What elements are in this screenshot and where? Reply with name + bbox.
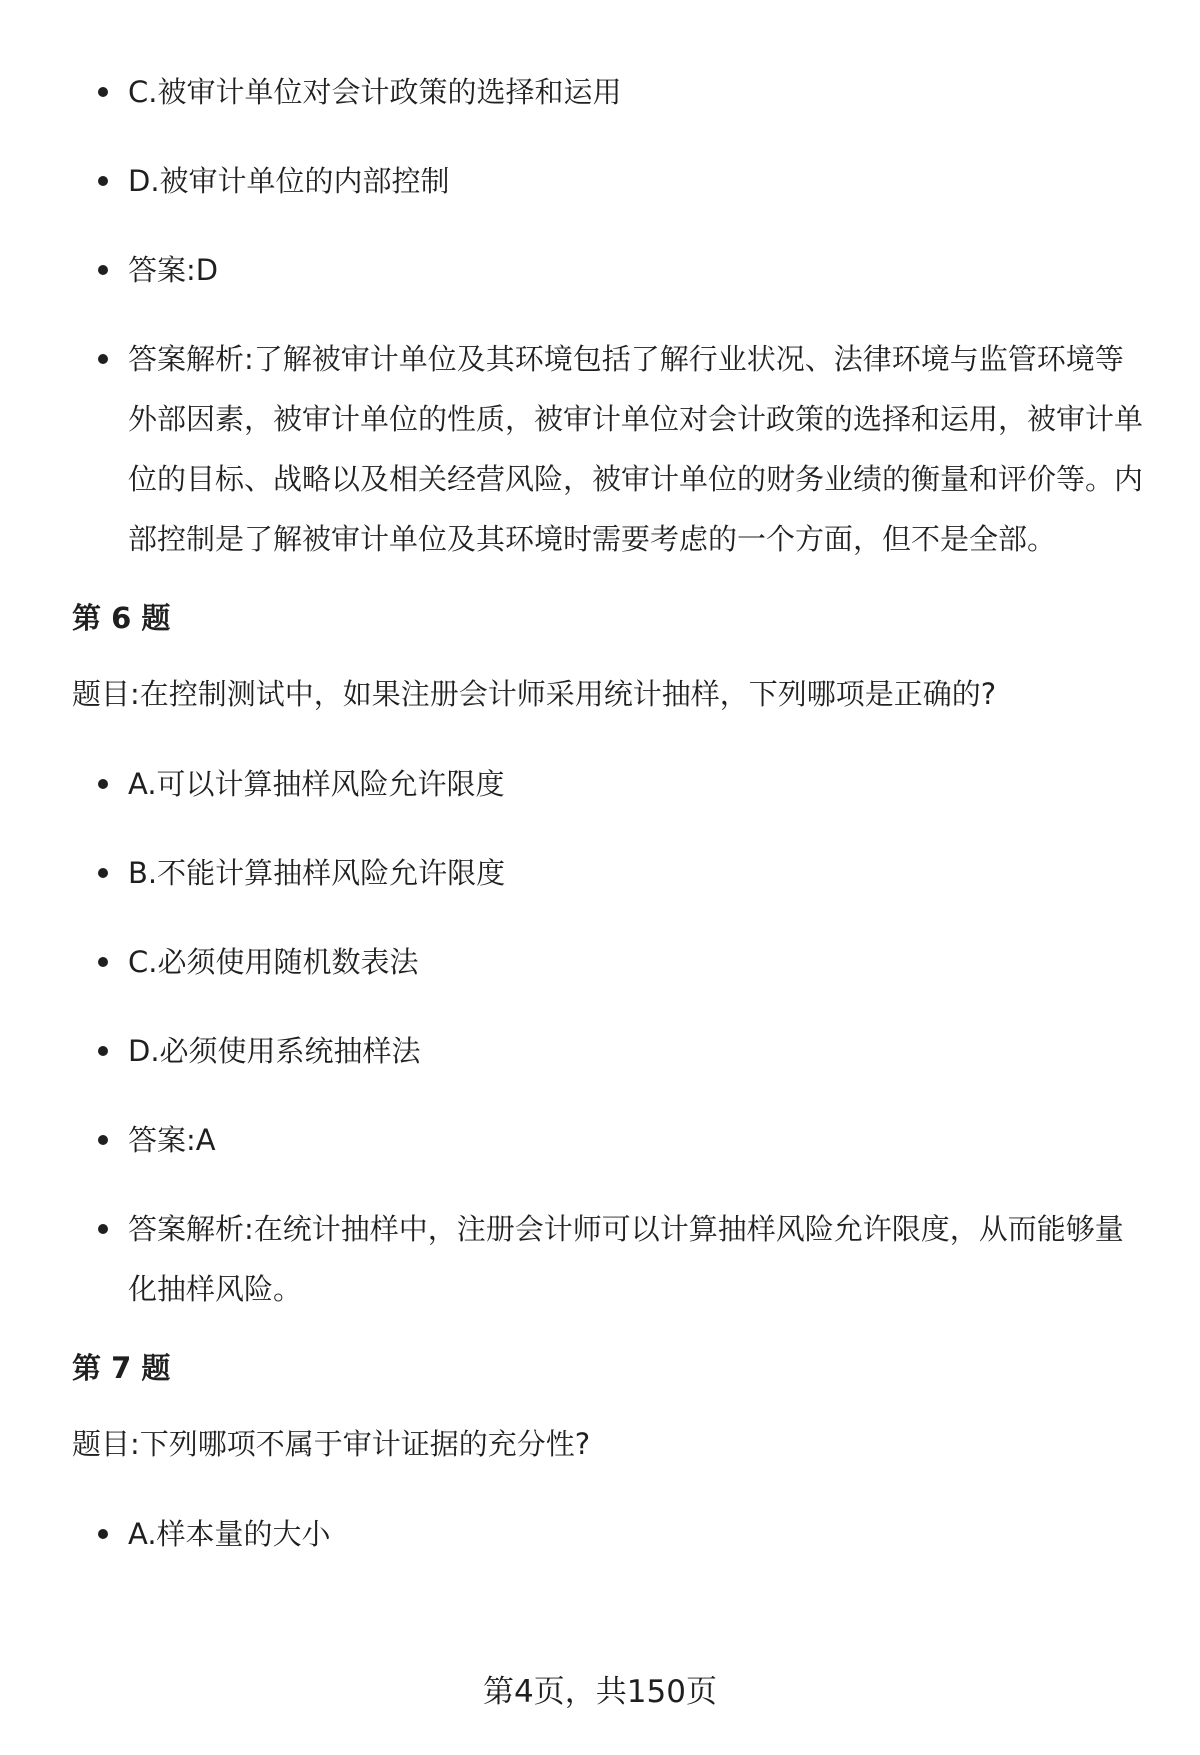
answer-explanation: 答案解析:在统计抽样中，注册会计师可以计算抽样风险允许限度，从而能够量化抽样风险。 xyxy=(72,1199,1152,1319)
option-b: B.不能计算抽样风险允许限度 xyxy=(72,843,1152,903)
answer-explanation: 答案解析:了解被审计单位及其环境包括了解行业状况、法律环境与监管环境等外部因素，被审计单位的性质，被审计单位对会计政策的选择和运用，被审计单位的目标、战略以及相关经营风险，被审计单位的财务业绩的衡量和评价等。内部控制是了解被审计单位及其环境时需要考虑的一个方面，但不是全部。 xyxy=(72,329,1152,569)
question-7-options-list xyxy=(72,1504,1152,1564)
option-c: C.必须使用随机数表法 xyxy=(72,932,1152,992)
question-6-heading: 第 6 题 xyxy=(72,601,171,635)
question-6-options-list xyxy=(72,754,1152,1319)
option-a: A.样本量的大小 xyxy=(72,1504,1152,1564)
page-footer: 第4页，共150页 xyxy=(483,1674,717,1710)
question-6-text: 题目:在控制测试中，如果注册会计师采用统计抽样，下列哪项是正确的? xyxy=(72,677,997,711)
question-5-tail-list xyxy=(72,62,1152,569)
question-7-text: 题目:下列哪项不属于审计证据的充分性? xyxy=(72,1427,591,1461)
option-d: D.必须使用系统抽样法 xyxy=(72,1021,1152,1081)
answer: 答案:D xyxy=(72,240,1152,300)
question-7-heading: 第 7 题 xyxy=(72,1351,171,1385)
answer: 答案:A xyxy=(72,1110,1152,1170)
option-d: D.被审计单位的内部控制 xyxy=(72,151,1152,211)
option-c: C.被审计单位对会计政策的选择和运用 xyxy=(72,62,1152,122)
option-a: A.可以计算抽样风险允许限度 xyxy=(72,754,1152,814)
page-content xyxy=(72,62,1152,1593)
